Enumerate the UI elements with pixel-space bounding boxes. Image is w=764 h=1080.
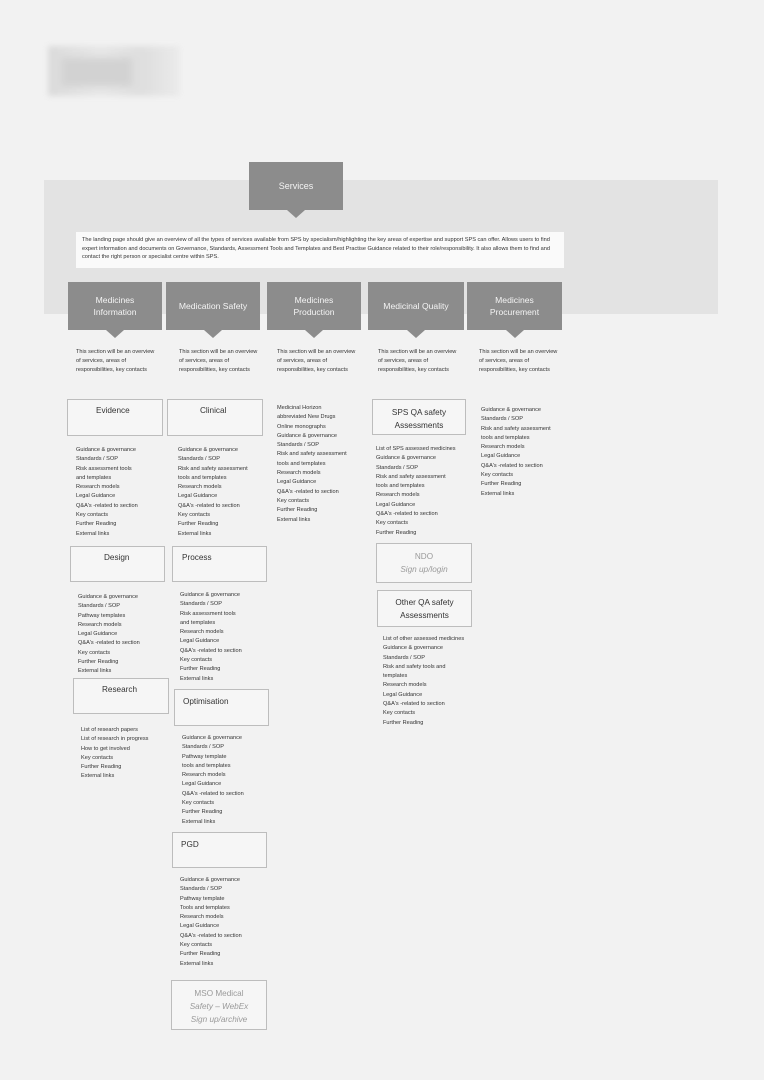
list-item[interactable]: Q&A's -related to section [376, 511, 438, 518]
subsection-title: Evidence [96, 406, 130, 415]
category-medicinal-quality[interactable] [368, 282, 464, 330]
subsection-evidence[interactable] [67, 399, 163, 436]
list-item[interactable]: Research models [78, 621, 122, 628]
list-item[interactable]: Legal Guidance [376, 501, 416, 508]
list-item[interactable]: Guidance & governance [182, 735, 243, 741]
list-item[interactable]: Key contacts [481, 472, 514, 479]
pgd-list [180, 876, 280, 969]
list-item[interactable]: Key contacts [81, 754, 114, 761]
list-item[interactable]: Further Reading [376, 529, 417, 536]
production-list [277, 404, 377, 525]
list-item[interactable]: and templates [180, 619, 216, 626]
optimisation-list [182, 734, 282, 827]
category-medication-safety[interactable] [166, 282, 260, 330]
mso-line1: MSO Medical [194, 989, 244, 998]
list-item[interactable]: Standards / SOP [78, 603, 120, 610]
list-item[interactable]: Further Reading [383, 719, 424, 726]
list-item[interactable]: Further Reading [81, 764, 122, 771]
list-item[interactable]: Pathway template [182, 753, 227, 760]
list-item[interactable]: How to get involved [81, 745, 130, 752]
list-item[interactable]: External links [277, 516, 311, 523]
list-item[interactable]: Q&A's -related to section [182, 790, 244, 797]
list-item[interactable]: Further Reading [182, 809, 223, 816]
list-item[interactable]: tools and templates [182, 762, 231, 769]
subsection-title: Design [104, 553, 130, 562]
subsection-title: Research [102, 685, 138, 694]
list-item[interactable]: Pathway templates [78, 612, 126, 619]
list-item[interactable]: Legal Guidance [76, 493, 116, 500]
list-item[interactable]: tools and templates [178, 474, 227, 481]
ndo-line1: NDO [414, 552, 434, 561]
list-item[interactable]: Further Reading [481, 481, 522, 488]
list-item[interactable]: Standards / SOP [182, 744, 224, 751]
list-item[interactable]: Standards / SOP [383, 654, 425, 661]
category-medicines-production[interactable] [267, 282, 361, 330]
list-item[interactable]: Legal Guidance [78, 631, 118, 638]
list-item[interactable]: Legal Guidance [180, 638, 220, 645]
subsection-title: Clinical [200, 406, 227, 415]
list-item[interactable]: Q&A's -related to section [277, 488, 339, 495]
list-item[interactable]: Standards / SOP [180, 601, 222, 608]
list-item[interactable]: Guidance & governance [78, 594, 139, 600]
list-item[interactable]: Q&A's -related to section [78, 640, 140, 647]
section-description: This section will be an overview of services, areas of responsibilities, key contacts [479, 349, 558, 373]
category-medicines-information[interactable] [68, 282, 162, 330]
list-item[interactable]: Standards / SOP [481, 416, 523, 423]
list-item[interactable]: Research models [76, 484, 120, 491]
mso-line2: Safety – WebEx [189, 1002, 249, 1011]
sps-qa-list [376, 445, 476, 538]
list-item[interactable]: Guidance & governance [180, 877, 241, 883]
subsection-design[interactable] [70, 546, 165, 582]
list-item[interactable]: Key contacts [76, 512, 109, 519]
list-item[interactable]: Legal Guidance [383, 691, 423, 698]
list-item[interactable]: Guidance & governance [481, 407, 542, 413]
clinical-list [178, 446, 278, 539]
list-item[interactable]: External links [481, 490, 515, 497]
list-item[interactable]: Key contacts [180, 942, 213, 949]
list-item[interactable]: Risk and safety assessment [178, 465, 248, 472]
category-medicines-procurement[interactable] [467, 282, 562, 330]
section-description: This section will be an overview of services, areas of responsibilities, key contacts [179, 349, 258, 373]
list-item[interactable]: templates [383, 673, 408, 680]
list-item[interactable]: Key contacts [78, 649, 111, 656]
list-item[interactable]: Further Reading [178, 521, 219, 528]
list-item[interactable]: abbreviated New Drugs [277, 414, 336, 421]
sps-qa-line1: SPS QA safety [391, 408, 447, 417]
mso-line3: Sign up/archive [190, 1015, 248, 1024]
list-item[interactable]: Online monographs [277, 423, 326, 430]
list-item[interactable]: Risk and safety tools and [383, 663, 446, 670]
category-label: Medicines Procurement [489, 295, 540, 317]
list-item[interactable]: Q&A's -related to section [180, 932, 242, 939]
process-list [180, 591, 280, 684]
list-item[interactable]: Tools and templates [180, 904, 230, 911]
list-item[interactable]: External links [180, 960, 214, 967]
list-item[interactable]: Q&A's -related to section [383, 701, 445, 708]
list-item[interactable]: Further Reading [277, 507, 318, 514]
list-item[interactable]: Q&A's -related to section [178, 502, 240, 509]
list-item[interactable]: tools and templates [376, 483, 425, 490]
list-item[interactable]: Key contacts [178, 512, 211, 519]
subsection-title: PGD [181, 840, 199, 849]
list-item[interactable]: Key contacts [376, 520, 409, 527]
subsection-other-qa-safety-assessments[interactable] [377, 590, 472, 627]
subsection-clinical[interactable] [167, 399, 263, 436]
ndo-signup-link[interactable] [376, 543, 472, 583]
ndo-line2: Sign up/login [400, 565, 448, 574]
list-item[interactable]: Research models [383, 682, 427, 689]
list-item[interactable]: Research models [376, 492, 420, 499]
other-qa-line1: Other QA safety [395, 598, 454, 607]
list-item[interactable]: External links [178, 530, 212, 537]
list-item[interactable]: Key contacts [277, 497, 310, 504]
list-item[interactable]: Further Reading [78, 659, 119, 666]
services-node[interactable] [249, 162, 343, 210]
list-item[interactable]: Risk assessment tools [76, 465, 132, 472]
section-description: This section will be an overview of services, areas of responsibilities, key contacts [378, 349, 457, 373]
category-label: Medication Safety [178, 301, 248, 311]
category-label: Medicinal Quality [383, 301, 449, 311]
list-item[interactable]: Risk and safety assessment [277, 451, 347, 458]
list-item[interactable]: Standards / SOP [178, 456, 220, 463]
subsection-title: Optimisation [183, 697, 229, 706]
list-item[interactable]: Research models [182, 772, 226, 779]
list-item[interactable]: Medicinal Horizon [277, 405, 322, 411]
list-item[interactable]: Legal Guidance [277, 479, 317, 486]
category-label: Medicines Information [93, 295, 137, 317]
list-item[interactable]: Further Reading [76, 521, 117, 528]
intro-text: The landing page should give an overview of all the types of services available from SPS by specialism/highlighting the key areas of expertise and support SPS can offer. Allows users to find expert information and documents on Governance, Standards, Assessment Tools and Templates and Best Practise Guidance related to their role/responsibility. It also allows them to find and contact the right person or specialist centre within SPS. [76, 232, 564, 268]
list-item[interactable]: Key contacts [383, 710, 416, 717]
list-item[interactable]: External links [81, 773, 115, 780]
section-description: This section will be an overview of services, areas of responsibilities, key contacts [277, 349, 356, 373]
research-list [81, 726, 181, 782]
list-item[interactable]: Risk and safety assessment [481, 425, 551, 432]
list-item[interactable]: Guidance & governance [76, 447, 137, 453]
list-item[interactable]: Key contacts [180, 657, 213, 664]
mso-webex-link[interactable] [171, 980, 267, 1030]
list-item[interactable]: External links [182, 818, 216, 825]
list-item[interactable]: Standards / SOP [180, 886, 222, 893]
other-qa-list [383, 635, 483, 728]
list-item[interactable]: Q&A's -related to section [76, 502, 138, 509]
list-item[interactable]: Risk and safety assessment [376, 473, 446, 480]
procurement-list [481, 406, 581, 499]
blurred-logo [48, 46, 180, 96]
evidence-list [76, 446, 176, 539]
services-label: Services [278, 181, 314, 191]
list-item[interactable]: External links [78, 668, 112, 675]
list-item[interactable]: List of research in progress [81, 736, 149, 743]
list-item[interactable]: Guidance & governance [277, 432, 338, 439]
list-item[interactable]: Further Reading [180, 951, 221, 958]
section-description: This section will be an overview of services, areas of responsibilities, key contacts [76, 349, 155, 373]
list-item[interactable]: Standards / SOP [277, 442, 319, 449]
list-item[interactable]: List of other assessed medicines [383, 636, 465, 642]
subsection-title: Process [182, 553, 212, 562]
list-item[interactable]: List of SPS assessed medicines [376, 446, 456, 452]
design-list [78, 593, 178, 677]
list-item[interactable]: Risk assessment tools [180, 610, 236, 617]
list-item[interactable]: Legal Guidance [182, 781, 222, 788]
subsection-pgd[interactable] [172, 832, 267, 868]
subsection-sps-qa-safety-assessments[interactable] [372, 399, 466, 435]
list-item[interactable]: Legal Guidance [481, 453, 521, 460]
subsection-optimisation[interactable] [174, 689, 269, 726]
list-item[interactable]: Pathway template [180, 895, 225, 902]
list-item[interactable]: Standards / SOP [376, 464, 418, 471]
category-label: Medicines Production [293, 295, 335, 317]
list-item[interactable]: Legal Guidance [180, 923, 220, 930]
list-item[interactable]: Research models [178, 484, 222, 491]
list-item[interactable]: Research models [180, 629, 224, 636]
subsection-process[interactable] [172, 546, 267, 582]
other-qa-line2: Assessments [400, 611, 449, 620]
sps-qa-line2: Assessments [394, 421, 444, 430]
list-item[interactable]: List of research papers [81, 727, 138, 733]
list-item[interactable]: Guidance & governance [376, 455, 437, 462]
list-item[interactable]: Legal Guidance [178, 493, 218, 500]
list-item[interactable]: tools and templates [277, 460, 326, 467]
list-item[interactable]: External links [180, 675, 214, 682]
list-item[interactable]: External links [76, 530, 110, 537]
list-item[interactable]: Research models [180, 914, 224, 921]
list-item[interactable]: Key contacts [182, 800, 215, 807]
list-item[interactable]: Standards / SOP [76, 456, 118, 463]
list-item[interactable]: Guidance & governance [178, 447, 239, 453]
list-item[interactable]: Q&A's -related to section [180, 647, 242, 654]
list-item[interactable]: Guidance & governance [180, 592, 241, 598]
list-item[interactable]: Research models [277, 470, 321, 477]
subsection-research[interactable] [73, 678, 169, 714]
list-item[interactable]: Guidance & governance [383, 645, 444, 652]
list-item[interactable]: Further Reading [180, 666, 221, 673]
list-item[interactable]: and templates [76, 474, 112, 481]
list-item[interactable]: tools and templates [481, 434, 530, 441]
list-item[interactable]: Research models [481, 444, 525, 451]
list-item[interactable]: Q&A's -related to section [481, 462, 543, 469]
